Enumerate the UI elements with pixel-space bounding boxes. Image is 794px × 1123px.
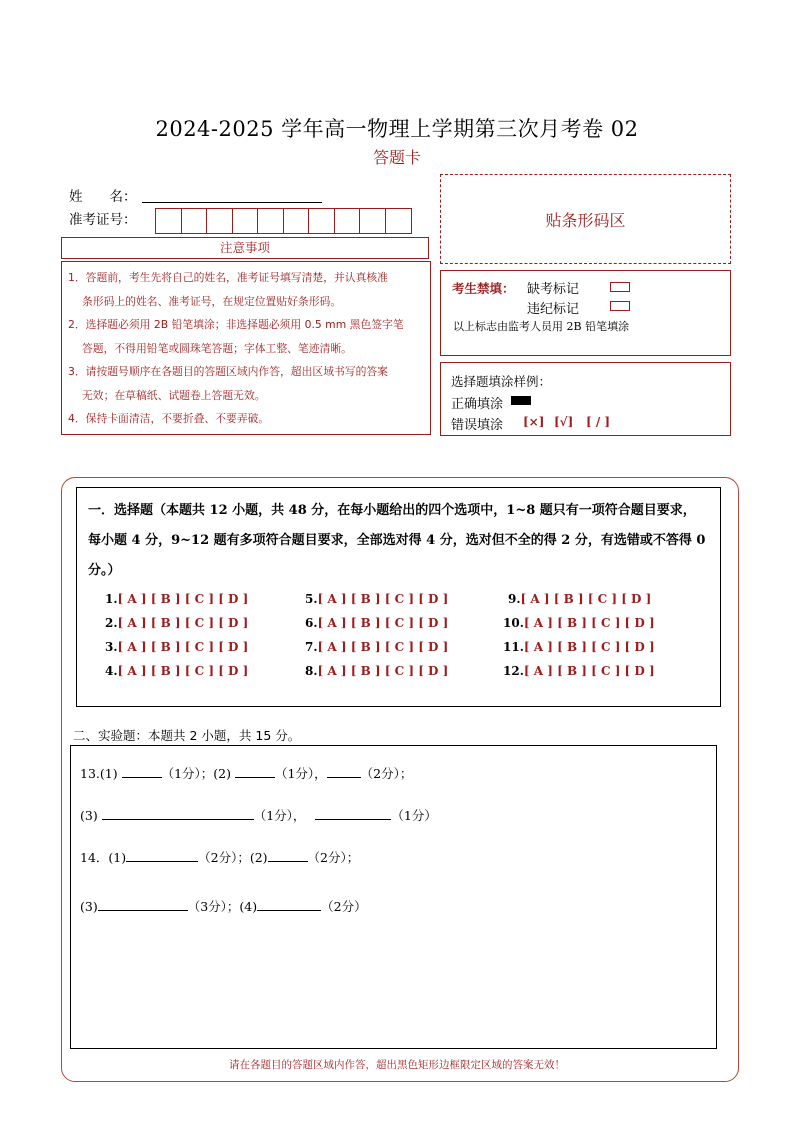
correct-fill-label: 正确填涂: [451, 397, 504, 412]
notice-text: 条形码上的姓名、准考证号，在规定位置贴好条形码。: [82, 294, 342, 308]
answer-options[interactable]: [ A ] [ B ] [ C ] [ D ]: [317, 640, 449, 654]
score-text: （1分），: [274, 766, 327, 781]
answer-blank[interactable]: [327, 764, 361, 778]
id-digit-box[interactable]: [309, 209, 335, 233]
q14-line-2: [80, 897, 367, 915]
id-digit-box[interactable]: [258, 209, 284, 233]
score-text: （1分）；(2): [161, 766, 235, 781]
answer-blank[interactable]: [102, 806, 254, 820]
answer-blank[interactable]: [315, 806, 391, 820]
notice-text: 答题，不得用铅笔或圆珠笔答题；字体工整、笔迹清晰。: [82, 341, 352, 355]
q13-label: 13.(1): [80, 766, 122, 781]
answer-blank[interactable]: [122, 764, 162, 778]
page-subtitle: 答题卡: [372, 148, 421, 167]
absent-label: 缺考标记: [527, 282, 580, 297]
q13-line-2: [80, 806, 437, 824]
mc-question[interactable]: [105, 640, 248, 654]
mc-question[interactable]: [503, 664, 655, 678]
question-number: 1.: [105, 592, 118, 606]
ban-note: 以上标志由监考人员用 2B 铅笔填涂: [453, 320, 630, 333]
q13-line-1: [80, 764, 412, 782]
notice-body: [61, 261, 431, 435]
id-digit-box[interactable]: [233, 209, 259, 233]
answer-options[interactable]: [ A ] [ B ] [ C ] [ D ]: [117, 616, 249, 630]
examinee-forbidden-box: [440, 270, 731, 356]
wrong-fill-label: 错误填涂: [451, 418, 504, 433]
mc-question[interactable]: [503, 640, 655, 654]
mc-question[interactable]: [305, 664, 448, 678]
score-text: （2分）；(2): [198, 850, 268, 865]
mc-instruction-line: 分。）: [88, 563, 121, 578]
mc-question[interactable]: [503, 616, 655, 630]
notice-text: 2．选择题必须用 2B 铅笔填涂；非选择题必须用 0.5 mm 黑色签字笔: [68, 318, 404, 331]
wrong-mark-1: [×]: [523, 415, 545, 429]
name-label: 姓 名：: [69, 189, 137, 205]
wrong-mark-3: [ / ]: [586, 415, 611, 429]
score-text: （2分）: [321, 899, 367, 914]
answer-options[interactable]: [ A ] [ B ] [ C ] [ D ]: [117, 664, 249, 678]
answer-options[interactable]: [ A ] [ B ] [ C ] [ D ]: [520, 592, 652, 606]
ban-label: 考生禁填：: [452, 281, 515, 296]
id-digit-box[interactable]: [156, 209, 182, 233]
answer-blank[interactable]: [257, 897, 321, 911]
mc-question[interactable]: [508, 592, 651, 606]
fill-example-box: [440, 362, 731, 436]
answer-blank[interactable]: [98, 897, 188, 911]
footer-warning: 请在各题目的答题区域内作答，超出黑色矩形边框限定区域的答案无效！: [229, 1059, 565, 1071]
id-digit-box[interactable]: [207, 209, 233, 233]
answer-options[interactable]: [ A ] [ B ] [ C ] [ D ]: [117, 592, 249, 606]
mc-question[interactable]: [105, 592, 248, 606]
question-number: 8.: [305, 664, 318, 678]
q14-label: 14．(1): [80, 850, 127, 865]
score-text: （2分）；: [360, 766, 413, 781]
question-number: 6.: [305, 616, 318, 630]
violation-label: 违纪标记: [527, 302, 580, 317]
name-field[interactable]: [142, 202, 322, 203]
question-number: 12.: [503, 664, 524, 678]
mc-question[interactable]: [305, 616, 448, 630]
answer-options[interactable]: [ A ] [ B ] [ C ] [ D ]: [523, 664, 655, 678]
answer-options[interactable]: [ A ] [ B ] [ C ] [ D ]: [117, 640, 249, 654]
notice-text: 无效；在草稿纸、试题卷上答题无效。: [82, 388, 266, 402]
mc-question[interactable]: [105, 616, 248, 630]
score-text: （3分）；(4): [187, 899, 258, 914]
id-digit-box[interactable]: [360, 209, 386, 233]
q13-label: (3): [80, 808, 102, 823]
question-number: 4.: [105, 664, 118, 678]
mc-question[interactable]: [305, 592, 448, 606]
mc-instruction-line: 一．选择题（本题共 12 小题，共 48 分，在每小题给出的四个选项中，1~8 题只有一项符合题目要求，: [88, 503, 696, 518]
score-text: （2分）；: [307, 850, 360, 865]
mc-instruction-line: 每小题 4 分，9~12 题有多项符合题目要求，全部选对得 4 分，选对但不全的得 2 分，有选错或不答得 0: [88, 533, 706, 548]
mc-instruction: [88, 496, 713, 586]
answer-blank[interactable]: [235, 764, 275, 778]
notice-item: [68, 313, 424, 360]
experiment-title: 二、实验题：本题共 2 小题，共 15 分。: [73, 728, 301, 743]
notice-item: [68, 360, 424, 407]
question-number: 11.: [503, 640, 524, 654]
score-text: （1分）: [391, 808, 437, 823]
question-number: 3.: [105, 640, 118, 654]
mc-question[interactable]: [305, 640, 448, 654]
answer-blank[interactable]: [126, 848, 198, 862]
question-number: 9.: [508, 592, 521, 606]
absent-mark-box[interactable]: [610, 282, 630, 292]
q14-line-1: [80, 848, 359, 866]
answer-options[interactable]: [ A ] [ B ] [ C ] [ D ]: [523, 640, 655, 654]
notice-text: 1．答题前，考生先将自己的姓名，准考证号填写清楚，并认真核准: [68, 271, 388, 284]
notice-item: [68, 407, 424, 431]
barcode-area: [440, 174, 731, 264]
mc-question[interactable]: [105, 664, 248, 678]
page-title: 2024-2025 学年高一物理上学期第三次月考卷 02: [155, 117, 639, 141]
notice-item: [68, 266, 424, 313]
question-number: 2.: [105, 616, 118, 630]
answer-options[interactable]: [ A ] [ B ] [ C ] [ D ]: [523, 616, 655, 630]
notice-text: 3．请按题号顺序在各题目的答题区域内作答，超出区域书写的答案: [68, 365, 388, 378]
violation-mark-box[interactable]: [610, 301, 630, 311]
id-digit-box[interactable]: [182, 209, 208, 233]
notice-text: 4．保持卡面清洁，不要折叠、不要弄破。: [68, 412, 270, 425]
id-digit-box[interactable]: [284, 209, 310, 233]
correct-fill-sample: [511, 396, 531, 405]
wrong-mark-2: [√]: [554, 415, 574, 429]
answer-options[interactable]: [ A ] [ B ] [ C ] [ D ]: [317, 616, 449, 630]
id-label: 准考证号：: [69, 212, 137, 228]
score-text: （1分），: [253, 808, 306, 823]
answer-options[interactable]: [ A ] [ B ] [ C ] [ D ]: [317, 592, 449, 606]
id-digit-box[interactable]: [335, 209, 361, 233]
answer-options[interactable]: [ A ] [ B ] [ C ] [ D ]: [317, 664, 449, 678]
question-number: 5.: [305, 592, 318, 606]
notice-heading: 注意事项: [61, 237, 429, 259]
id-digit-box[interactable]: [386, 209, 412, 233]
question-number: 7.: [305, 640, 318, 654]
fill-example-title: 选择题填涂样例：: [451, 374, 552, 389]
answer-blank[interactable]: [268, 848, 308, 862]
barcode-label: 贴条形码区: [545, 210, 626, 230]
id-number-boxes[interactable]: [155, 208, 412, 234]
q14-label: (3): [80, 899, 98, 914]
question-number: 10.: [503, 616, 524, 630]
